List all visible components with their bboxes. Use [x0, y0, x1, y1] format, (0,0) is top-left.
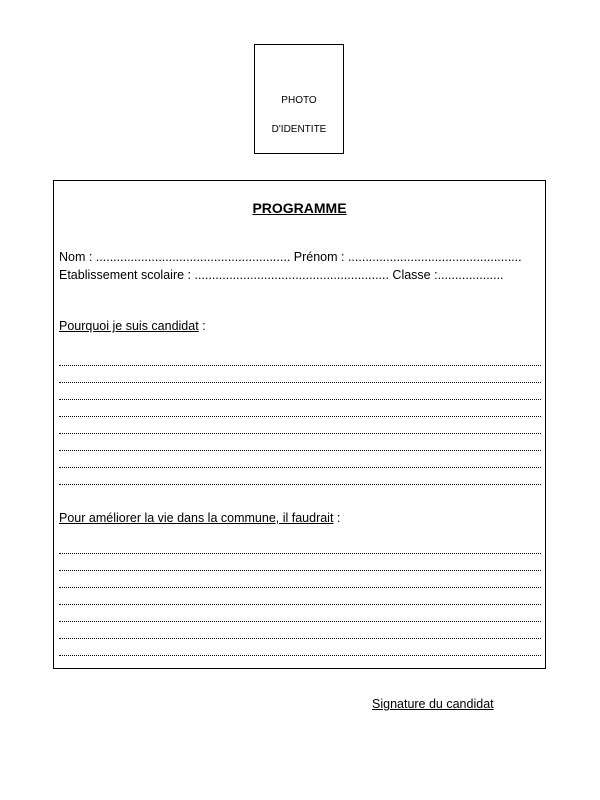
form-title: PROGRAMME [252, 200, 347, 216]
answer-line [59, 570, 541, 571]
identity-label: D'IDENTITE [271, 124, 327, 135]
photo-placeholder [254, 44, 344, 154]
photo-label: PHOTO [281, 95, 317, 106]
answer-line [59, 604, 541, 605]
answer-line [59, 399, 541, 400]
answer-line [59, 467, 541, 468]
school-line: Etablissement scolaire : ........................................................ Classe :................... [59, 268, 504, 282]
answer-line [59, 416, 541, 417]
section-why-candidate [59, 319, 206, 333]
section-improve-commune [59, 511, 340, 525]
section-improve-commune-label: Pour améliorer la vie dans la commune, il faudrait [59, 511, 334, 525]
answer-line [59, 621, 541, 622]
answer-line [59, 587, 541, 588]
answer-line [59, 365, 541, 366]
name-line: Nom : ........................................................ Prénom : .................................................. [59, 250, 522, 264]
answer-line [59, 553, 541, 554]
answer-line [59, 655, 541, 656]
section-improve-commune-colon: : [333, 511, 341, 525]
answer-line [59, 382, 541, 383]
answer-line [59, 433, 541, 434]
answer-line [59, 484, 541, 485]
program-form [53, 180, 546, 669]
section-why-candidate-label: Pourquoi je suis candidat [59, 319, 199, 333]
section-why-candidate-colon: : [198, 319, 206, 333]
answer-line [59, 638, 541, 639]
signature-label: Signature du candidat [372, 697, 494, 711]
answer-line [59, 450, 541, 451]
